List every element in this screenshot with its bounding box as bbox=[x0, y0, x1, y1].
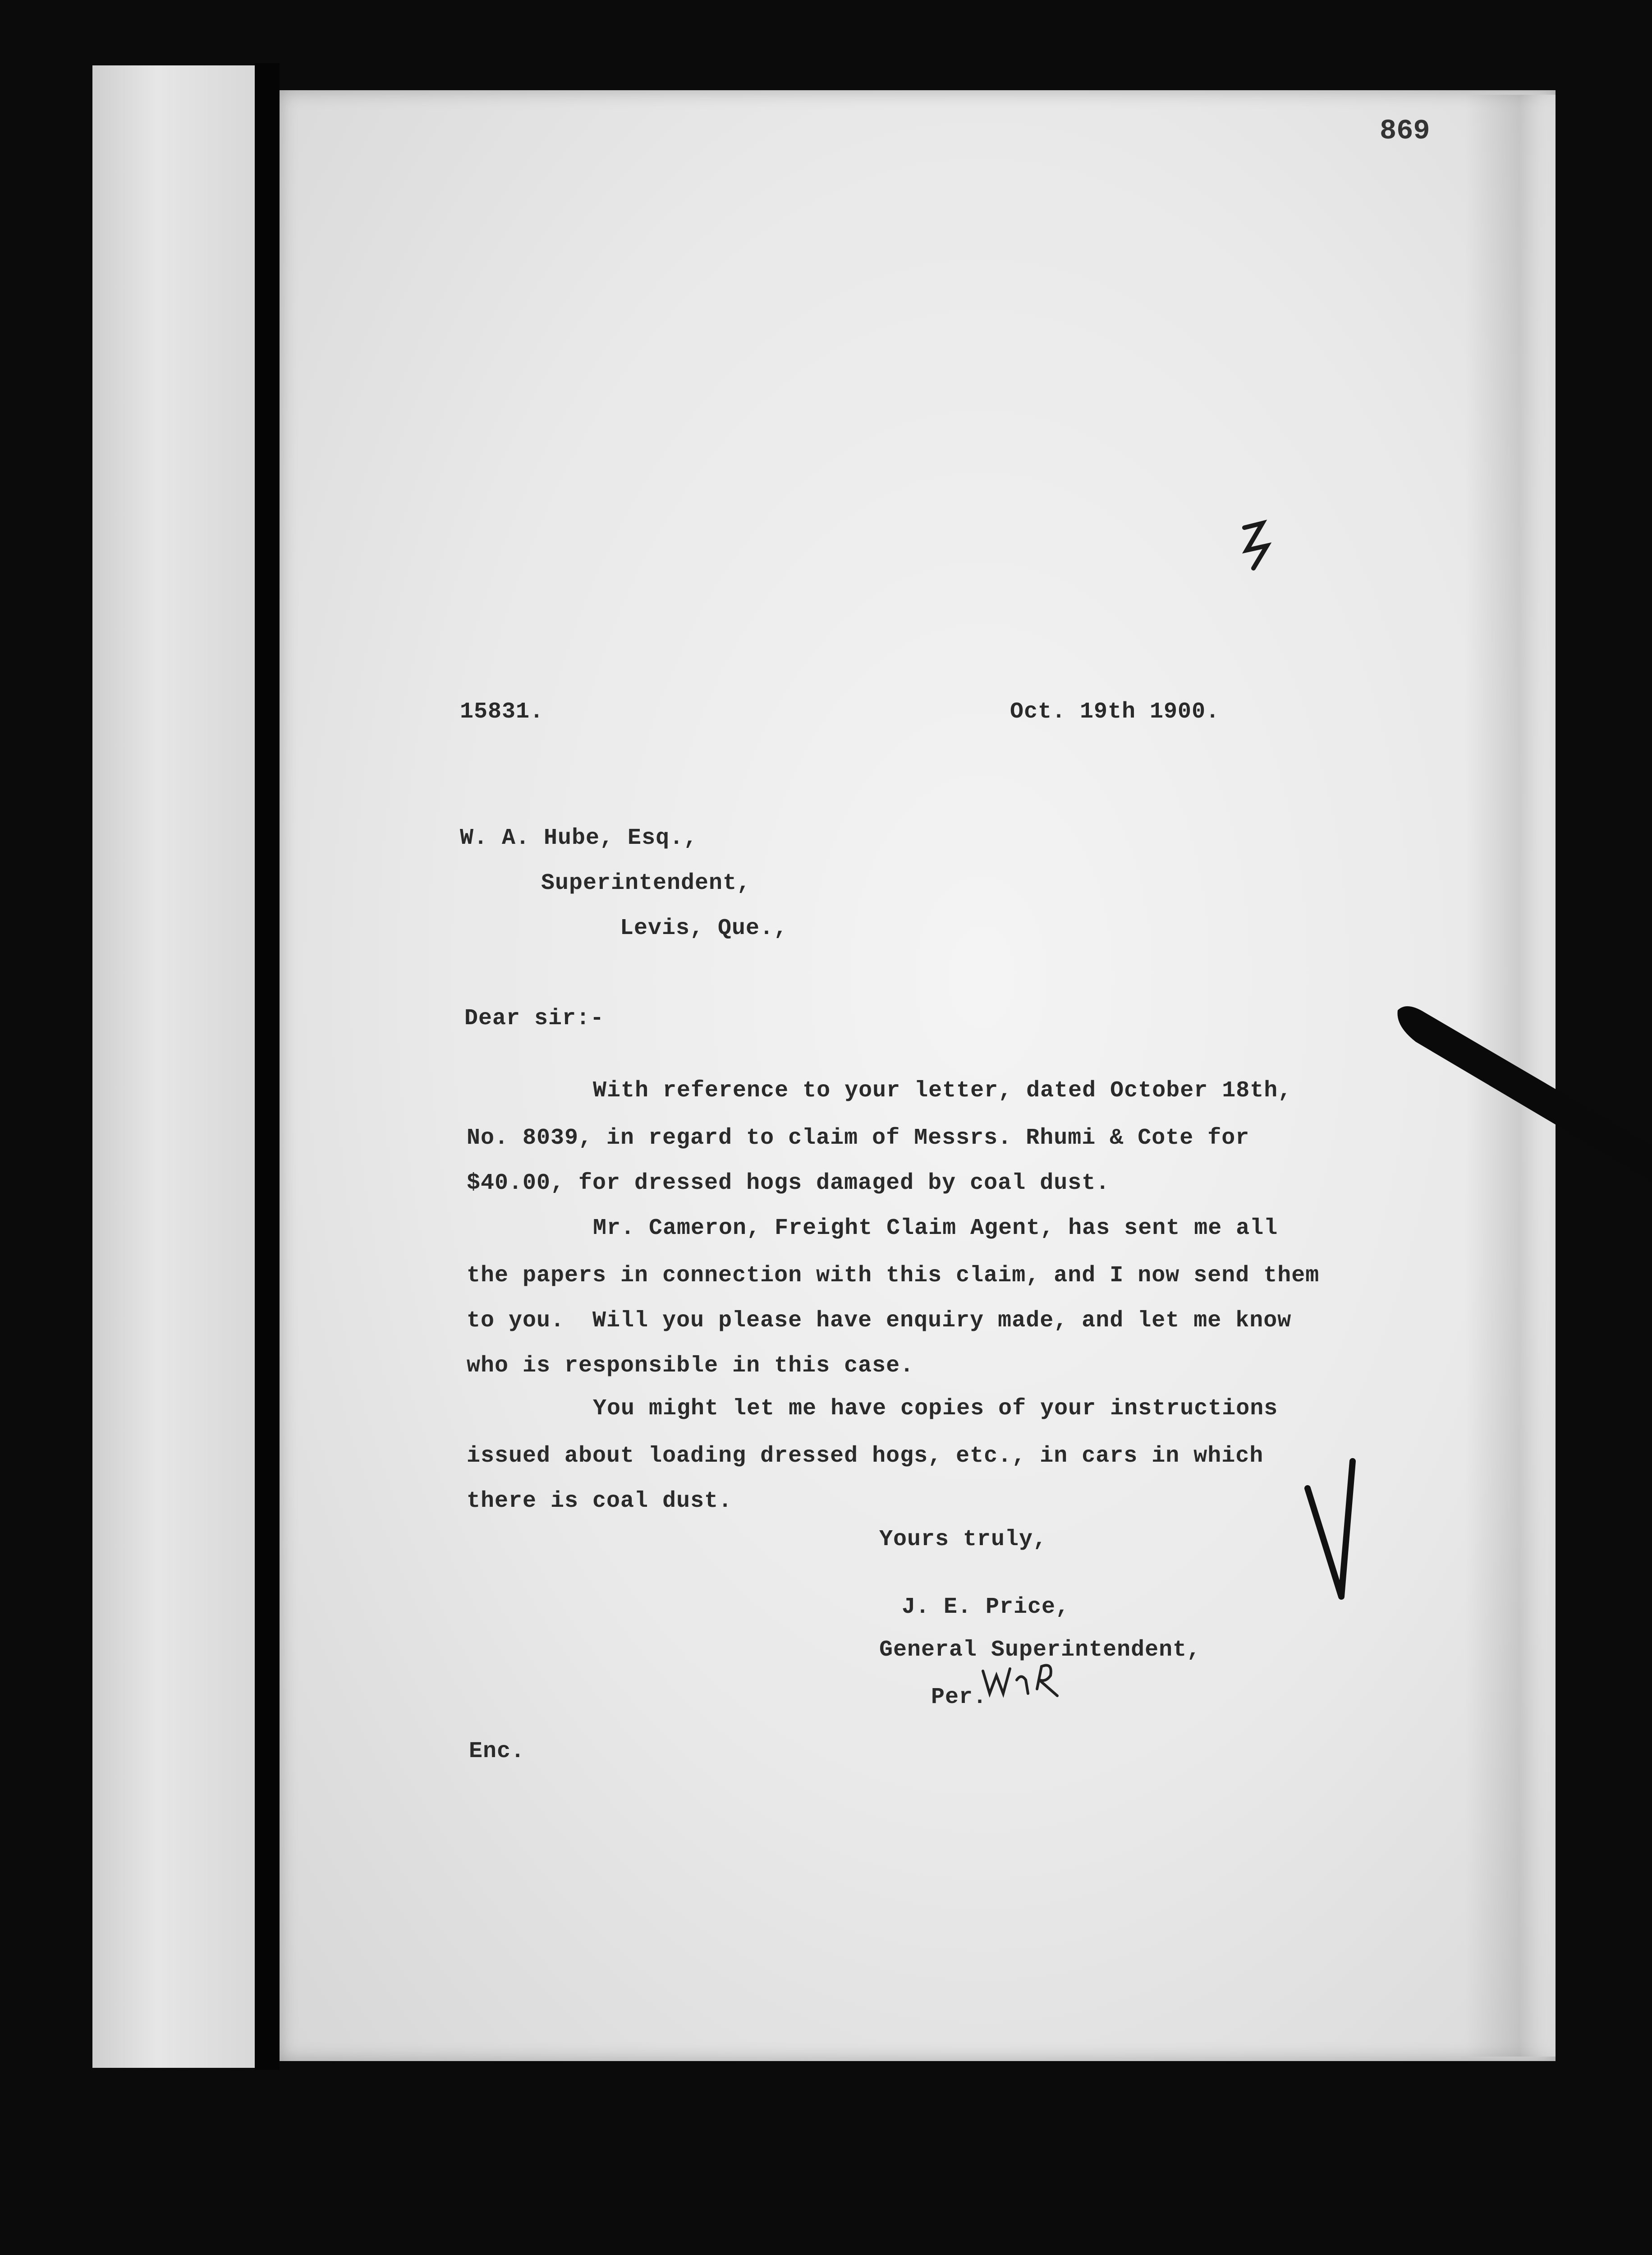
pencil-pointer-icon bbox=[1389, 992, 1652, 1182]
body-line: You might let me have copies of your instructions bbox=[593, 1396, 1278, 1422]
recipient-place: Levis, Que., bbox=[620, 916, 788, 941]
check-mark-icon bbox=[1299, 1452, 1371, 1606]
body-line: $40.00, for dressed hogs damaged by coal dust. bbox=[467, 1170, 1110, 1196]
pen-mark-icon bbox=[1235, 519, 1276, 573]
signer-title: General Superintendent, bbox=[879, 1637, 1201, 1663]
previous-page-leaf bbox=[92, 65, 255, 2068]
body-line: With reference to your letter, dated October 18th, bbox=[593, 1078, 1292, 1104]
folio-number: 869 bbox=[1380, 115, 1430, 147]
letter-date: Oct. 19th 1900. bbox=[1010, 699, 1220, 725]
body-line: to you. Will you please have enquiry made, and let me know bbox=[467, 1308, 1292, 1334]
signer-name: J. E. Price, bbox=[902, 1594, 1070, 1620]
body-line: the papers in connection with this claim, and I now send them bbox=[467, 1263, 1320, 1289]
initials-signature-icon bbox=[978, 1653, 1087, 1703]
recipient-name: W. A. Hube, Esq., bbox=[460, 825, 698, 851]
body-line: Mr. Cameron, Freight Claim Agent, has sent me all bbox=[593, 1215, 1278, 1241]
letter-page bbox=[280, 90, 1556, 2061]
file-number: 15831. bbox=[460, 699, 544, 725]
enclosure-note: Enc. bbox=[469, 1739, 525, 1764]
per-label: Per. bbox=[931, 1684, 987, 1710]
closing: Yours truly, bbox=[879, 1527, 1047, 1552]
body-line: issued about loading dressed hogs, etc., in cars in which bbox=[467, 1443, 1264, 1469]
book-spine bbox=[255, 63, 280, 2070]
salutation: Dear sir:- bbox=[464, 1006, 605, 1031]
body-line: there is coal dust. bbox=[467, 1488, 733, 1514]
body-line: No. 8039, in regard to claim of Messrs. Rhumi & Cote for bbox=[467, 1125, 1250, 1151]
recipient-title: Superintendent, bbox=[541, 870, 751, 896]
body-line: who is responsible in this case. bbox=[467, 1353, 914, 1379]
